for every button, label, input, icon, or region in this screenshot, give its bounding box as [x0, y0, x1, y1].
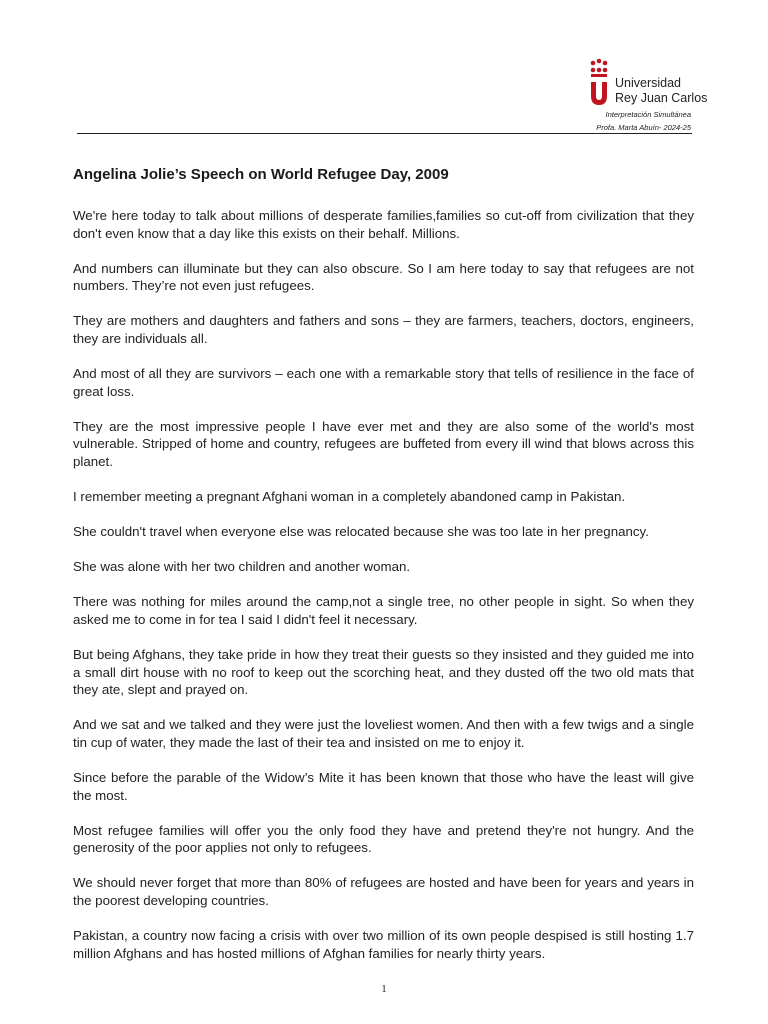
- paragraph: She couldn't travel when everyone else was relocated because she was too late in her pregnancy.: [73, 524, 649, 540]
- university-name: [615, 76, 707, 106]
- paragraph: Most refugee families will offer you the only food they have and pretend they're not hungry. And the generosity of the poor applies not only to refugees.: [73, 822, 694, 856]
- university-logo: [588, 58, 708, 108]
- course-name: Interpretación Simultánea: [605, 110, 691, 119]
- urjc-crown-logo-icon: [588, 58, 610, 106]
- header-subtitle: [596, 108, 691, 134]
- university-name-line1: Universidad: [615, 76, 682, 90]
- paragraph: We should never forget that more than 80% of refugees are hosted and have been for years and years in the poorest developing countries.: [73, 875, 694, 908]
- paragraph: I remember meeting a pregnant Afghani woman in a completely abandoned camp in Pakistan.: [73, 489, 626, 505]
- header-divider: [77, 133, 692, 134]
- paragraph: And numbers can illuminate but they can also obscure. So I am here today to say that refugees are not numbers. They’re not even just refugees.: [73, 260, 694, 294]
- paragraph: They are mothers and daughters and fathers and sons – they are farmers, teachers, doctors, engineers, they are individuals all.: [73, 313, 694, 346]
- paragraph: They are the most impressive people I have ever met and they are also some of the world's most vulnerable. Stripped of home and country, refugees are buffeted from every ill wind that blows across this planet.: [73, 418, 694, 469]
- page-number: 1: [381, 983, 387, 995]
- document-title: Angelina Jolie’s Speech on World Refugee Day, 2009: [73, 166, 449, 183]
- paragraph: Since before the parable of the Widow’s Mite it has been known that those who have the least will give the most.: [73, 769, 694, 803]
- paragraph: Pakistan, a country now facing a crisis with over two million of its own people despised is still hosting 1.7 million Afghans and has hosted millions of Afghan families for nearly thirty years.: [73, 928, 694, 961]
- paragraph: And most of all they are survivors – each one with a remarkable story that tells of resilience in the face of great loss.: [73, 366, 694, 399]
- paragraph: We're here today to talk about millions of desperate families,families so cut-off from civilization that they don't even know that a day like this exists on their behalf. Millions.: [73, 208, 694, 241]
- university-name-line2: Rey Juan Carlos: [615, 91, 708, 105]
- document-body: [73, 207, 694, 980]
- paragraph: And we sat and we talked and they were just the loveliest women. And then with a few twigs and a single tin cup of water, they made the last of their tea and insisted on me to enjoy it.: [73, 717, 694, 750]
- paragraph: But being Afghans, they take pride in how they treat their guests so they insisted and they guided me into a small dirt house with no roof to keep out the scorching heat, and they dusted off the two old mats that they ate, slept and prayed on.: [73, 647, 694, 698]
- paragraph: There was nothing for miles around the camp,not a single tree, no other people in sight. So when they asked me to come in for tea I said I didn't feel it necessary.: [73, 594, 694, 627]
- paragraph: She was alone with her two children and another woman.: [73, 559, 411, 575]
- professor-name: Profa. Marta Abuín- 2024-25: [596, 123, 691, 132]
